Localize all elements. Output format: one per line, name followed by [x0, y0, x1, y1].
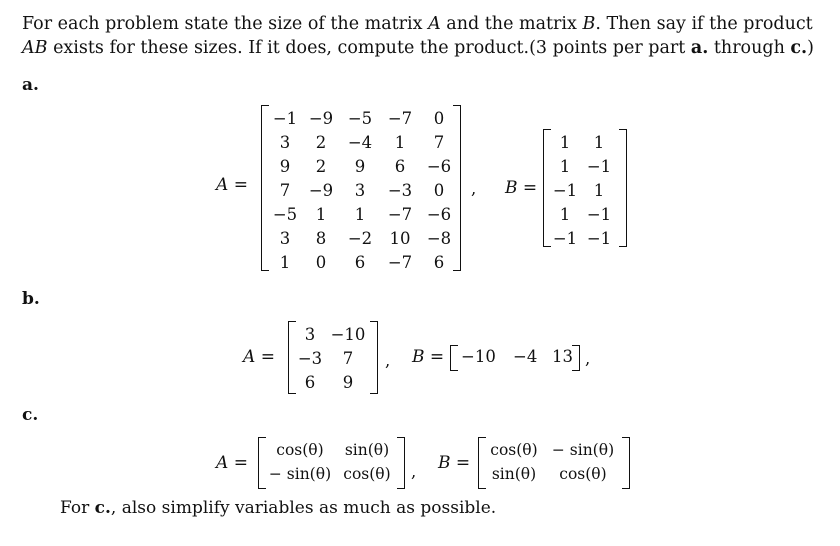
part-c-A-entry: cos(θ) [343, 465, 391, 483]
part-a-B-entry: −1 [586, 156, 612, 176]
part-a-B-label: B = [505, 178, 538, 198]
part-a-A-entry: 3 [279, 132, 291, 152]
part-c-label: c. [22, 405, 39, 425]
part-a-A-entry: −9 [308, 180, 334, 200]
part-a-B-entry: 1 [559, 204, 571, 224]
part-b-A-entry: 3 [304, 324, 316, 344]
part-b-B-right-bracket [572, 345, 580, 371]
part-a-matrix-B [550, 130, 618, 250]
part-a-B-row [550, 202, 618, 226]
part-a-B-entry: −1 [586, 204, 612, 224]
part-c-note: For c., also simplify variables as much as possible. [60, 498, 497, 518]
part-b-A-row [294, 346, 370, 370]
part-c-matrix-A [264, 438, 398, 486]
part-b-A-row [294, 370, 370, 394]
part-a-B-entry: 1 [593, 132, 605, 152]
part-a-A-row [268, 130, 458, 154]
part-a-A-entry: −5 [347, 108, 373, 128]
part-a-A-row [268, 250, 458, 274]
part-b-end-comma: , [585, 349, 591, 368]
part-b-A-label: A = [243, 347, 275, 367]
part-a-A-entry: −8 [426, 228, 452, 248]
part-a-A-row [268, 226, 458, 250]
part-a-B-row [550, 178, 618, 202]
part-a-B-entry: 1 [593, 180, 605, 200]
part-a-B-row [550, 154, 618, 178]
part-b-B-label: B = [412, 347, 445, 367]
part-a-A-entry: 6 [354, 252, 366, 272]
part-a-A-entry: 1 [279, 252, 291, 272]
part-a-A-entry: 0 [433, 108, 445, 128]
instructions-line-1: For each problem state the size of the matrix A and the matrix B. Then say if the product [22, 14, 813, 34]
part-c-matrix-B [484, 438, 622, 486]
part-a-matrix-A [268, 106, 458, 274]
instructions [22, 12, 822, 60]
part-a-A-entry: −4 [347, 132, 373, 152]
part-a-A-entry: 6 [394, 156, 406, 176]
part-a-B-entry: −1 [586, 228, 612, 248]
part-c-B-row [484, 462, 622, 486]
part-a-A-entry: 1 [315, 204, 327, 224]
part-a-A-label: A = [216, 175, 248, 195]
part-c-B-right-bracket [622, 437, 630, 489]
part-a-A-entry: −6 [426, 156, 452, 176]
part-c-B-label: B = [438, 453, 471, 473]
part-a-A-entry: −9 [308, 108, 334, 128]
part-a-B-entry: −1 [552, 180, 578, 200]
part-a-A-entry: −7 [387, 108, 413, 128]
part-a-A-entry: 2 [315, 132, 327, 152]
part-a-B-row [550, 226, 618, 250]
part-a-A-entry: 1 [354, 204, 366, 224]
part-c-comma: , [411, 462, 417, 481]
part-a-comma: , [471, 179, 477, 198]
part-b-A-entry: 9 [342, 372, 354, 392]
part-a-A-entry: −7 [387, 204, 413, 224]
part-b-comma: , [385, 351, 391, 370]
part-a-A-entry: 3 [279, 228, 291, 248]
part-a-A-entry: 1 [394, 132, 406, 152]
part-b-A-entry: 7 [342, 348, 354, 368]
part-c-B-entry: sin(θ) [491, 465, 537, 483]
part-a-A-entry: 7 [279, 180, 291, 200]
part-a-A-entry: −2 [347, 228, 373, 248]
part-b-B-entry-2: −4 [513, 347, 538, 366]
part-c-A-entry: sin(θ) [344, 441, 390, 459]
part-b-A-entry: −10 [330, 324, 366, 344]
part-a-B-row [550, 130, 618, 154]
part-a-A-entry: 3 [354, 180, 366, 200]
part-a-A-entry: 2 [315, 156, 327, 176]
part-a-A-entry: −6 [426, 204, 452, 224]
part-a-B-entry: −1 [552, 228, 578, 248]
part-b-A-entry: −3 [297, 348, 323, 368]
part-a-A-entry: −1 [272, 108, 298, 128]
part-b-A-entry: 6 [304, 372, 316, 392]
part-a-A-entry: 8 [315, 228, 327, 248]
part-b-B-entry-3: 13 [552, 347, 573, 366]
part-b-A-row [294, 322, 370, 346]
part-a-A-entry: 9 [279, 156, 291, 176]
part-c-B-entry: − sin(θ) [551, 441, 615, 459]
part-a-A-entry: 10 [389, 228, 411, 248]
part-a-A-entry: −7 [387, 252, 413, 272]
part-b-B-left-bracket [450, 345, 458, 371]
part-c-A-entry: − sin(θ) [268, 465, 332, 483]
part-b-B-entry-1: −10 [461, 347, 496, 366]
part-c-A-row [264, 438, 398, 462]
part-a-A-right-bracket [453, 105, 461, 271]
part-b-label: b. [22, 289, 40, 309]
part-a-A-entry: 0 [315, 252, 327, 272]
part-a-A-row [268, 154, 458, 178]
part-c-A-right-bracket [397, 437, 405, 489]
part-c-B-entry: cos(θ) [490, 441, 538, 459]
part-b-matrix-A [294, 322, 370, 394]
part-c-A-entry: cos(θ) [276, 441, 324, 459]
part-a-A-row [268, 178, 458, 202]
part-a-A-entry: 7 [433, 132, 445, 152]
part-a-A-entry: −3 [387, 180, 413, 200]
part-a-A-entry: −5 [272, 204, 298, 224]
part-a-B-entry: 1 [559, 132, 571, 152]
part-c-B-entry: cos(θ) [559, 465, 607, 483]
part-a-A-entry: 0 [433, 180, 445, 200]
part-a-B-entry: 1 [559, 156, 571, 176]
instructions-line-2: AB exists for these sizes. If it does, compute the product.(3 points per part a. through c.) [22, 38, 814, 58]
part-a-A-entry: 6 [433, 252, 445, 272]
part-a-A-entry: 9 [354, 156, 366, 176]
part-a-B-right-bracket [619, 129, 627, 247]
part-b-A-right-bracket [370, 321, 378, 394]
part-c-A-row [264, 462, 398, 486]
part-a-label: a. [22, 75, 39, 95]
part-a-A-row [268, 202, 458, 226]
part-c-A-label: A = [216, 453, 248, 473]
part-c-B-row [484, 438, 622, 462]
part-a-A-row [268, 106, 458, 130]
